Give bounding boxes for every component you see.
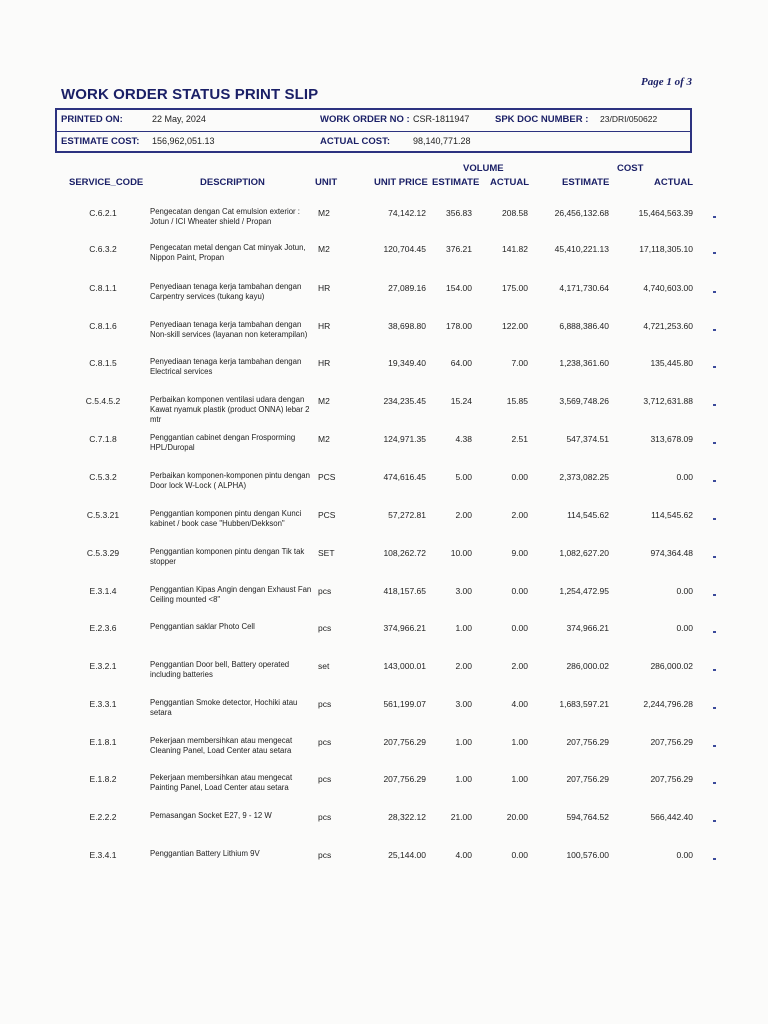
- row-unit-price: 25,144.00: [388, 850, 426, 860]
- page-indicator: Page 1 of 3: [641, 76, 693, 88]
- row-cost-actual: 135,445.80: [650, 358, 693, 368]
- table-row: [0, 472, 768, 512]
- row-cost-estimate: 207,756.29: [566, 737, 609, 747]
- row-unit-price: 207,756.29: [383, 737, 426, 747]
- row-unit-price: 124,971.35: [383, 434, 426, 444]
- row-description: Penggantian cabinet dengan Frosporming HPL/Duropal: [150, 433, 296, 452]
- row-cost-estimate: 3,569,748.26: [559, 396, 609, 406]
- row-unit: SET: [318, 548, 335, 558]
- scan-mark: [713, 745, 716, 747]
- estimate-cost-label: ESTIMATE COST:: [61, 136, 140, 147]
- row-cost-actual: 4,721,253.60: [643, 321, 693, 331]
- row-cost-estimate: 1,254,472.95: [559, 586, 609, 596]
- row-description: Penggantian Kipas Angin dengan Exhaust Fan Ceiling mounted <8": [150, 585, 312, 604]
- row-volume-actual: 15.85: [506, 396, 528, 406]
- scan-mark: [713, 669, 716, 671]
- row-volume-estimate: 1.00: [455, 737, 472, 747]
- row-description: Penggantian saklar Photo Cell: [150, 622, 255, 631]
- row-unit-price: 143,000.01: [383, 661, 426, 671]
- row-volume-actual: 1.00: [511, 774, 528, 784]
- row-service-code: E.3.2.1: [89, 661, 117, 671]
- row-cost-actual: 0.00: [676, 472, 693, 482]
- row-service-code: E.2.2.2: [89, 812, 117, 822]
- row-cost-actual: 207,756.29: [650, 774, 693, 784]
- row-unit: pcs: [318, 737, 332, 747]
- scan-mark: [713, 707, 716, 709]
- row-service-code: E.3.3.1: [89, 699, 117, 709]
- row-volume-estimate: 3.00: [455, 586, 472, 596]
- row-service-code: C.5.4.5.2: [85, 396, 121, 406]
- row-service-code: C.8.1.6: [89, 321, 117, 331]
- row-service-code: C.5.3.2: [89, 472, 117, 482]
- row-cost-estimate: 374,966.21: [566, 623, 609, 633]
- row-volume-estimate: 178.00: [446, 321, 472, 331]
- row-unit: pcs: [318, 774, 332, 784]
- row-cost-estimate: 100,576.00: [566, 850, 609, 860]
- row-unit-price: 207,756.29: [383, 774, 426, 784]
- row-description: Penggantian Door bell, Battery operated including batteries: [150, 660, 290, 679]
- scan-mark: [713, 820, 716, 822]
- row-unit: set: [318, 661, 330, 671]
- row-cost-estimate: 1,082,627.20: [559, 548, 609, 558]
- row-unit-price: 561,199.07: [383, 699, 426, 709]
- row-service-code: C.5.3.21: [86, 510, 120, 520]
- row-cost-actual: 4,740,603.00: [643, 283, 693, 293]
- row-cost-actual: 974,364.48: [650, 548, 693, 558]
- row-service-code: E.2.3.6: [89, 623, 117, 633]
- row-service-code: C.6.3.2: [89, 244, 117, 254]
- row-cost-estimate: 26,456,132.68: [554, 208, 609, 218]
- scan-mark: [713, 291, 716, 293]
- row-service-code: E.3.1.4: [89, 586, 117, 596]
- row-unit: M2: [318, 208, 330, 218]
- row-volume-estimate: 2.00: [455, 661, 472, 671]
- row-volume-actual: 1.00: [511, 737, 528, 747]
- cost-group-header: COST: [617, 163, 644, 174]
- col-unit: UNIT: [315, 177, 338, 188]
- work-order-value: CSR-1811947: [413, 114, 470, 124]
- row-unit-price: 374,966.21: [383, 623, 426, 633]
- row-service-code: C.7.1.8: [89, 434, 117, 444]
- row-cost-actual: 2,244,796.28: [643, 699, 693, 709]
- scan-mark: [713, 782, 716, 784]
- row-volume-estimate: 21.00: [450, 812, 472, 822]
- row-description: Perbaikan komponen-komponen pintu dengan Door lock W-Lock ( ALPHA): [150, 471, 310, 490]
- row-cost-estimate: 6,888,386.40: [559, 321, 609, 331]
- scan-mark: [713, 518, 716, 520]
- row-volume-estimate: 356.83: [446, 208, 472, 218]
- row-cost-actual: 566,442.40: [650, 812, 693, 822]
- row-volume-estimate: 1.00: [455, 623, 472, 633]
- row-unit-price: 120,704.45: [383, 244, 426, 254]
- row-cost-estimate: 4,171,730.64: [559, 283, 609, 293]
- row-volume-actual: 0.00: [511, 623, 528, 633]
- row-volume-actual: 122.00: [502, 321, 528, 331]
- scan-mark: [713, 404, 716, 406]
- row-cost-estimate: 1,683,597.21: [559, 699, 609, 709]
- row-description: Penggantian Battery Lithium 9V: [150, 849, 260, 858]
- table-row: [0, 699, 768, 739]
- row-description: Perbaikan komponen ventilasi udara dengan Kawat nyamuk plastik (product ONNA) lebar 2 mtr: [150, 395, 310, 424]
- row-volume-estimate: 4.38: [455, 434, 472, 444]
- row-volume-actual: 0.00: [511, 586, 528, 596]
- row-volume-estimate: 376.21: [446, 244, 472, 254]
- scan-mark: [713, 480, 716, 482]
- row-description: Pengecatan dengan Cat emulsion exterior : Jotun / ICI Wheater shield / Propan: [150, 207, 300, 226]
- row-volume-actual: 0.00: [511, 472, 528, 482]
- row-cost-actual: 0.00: [676, 623, 693, 633]
- row-volume-actual: 175.00: [502, 283, 528, 293]
- table-row: [0, 812, 768, 852]
- row-unit: pcs: [318, 623, 332, 633]
- row-description: Penyediaan tenaga kerja tambahan dengan Electrical services: [150, 357, 302, 376]
- row-unit: HR: [318, 321, 331, 331]
- row-unit-price: 74,142.12: [388, 208, 426, 218]
- scan-mark: [713, 252, 716, 254]
- row-volume-estimate: 2.00: [455, 510, 472, 520]
- row-description: Penyediaan tenaga kerja tambahan dengan Carpentry services (tukang kayu): [150, 282, 302, 301]
- row-volume-actual: 208.58: [502, 208, 528, 218]
- row-description: Pekerjaan membersihkan atau mengecat Painting Panel, Load Center atau setara: [150, 773, 293, 792]
- actual-cost-value: 98,140,771.28: [413, 136, 471, 146]
- row-cost-actual: 114,545.62: [651, 510, 693, 520]
- row-cost-estimate: 547,374.51: [566, 434, 609, 444]
- row-volume-actual: 141.82: [502, 244, 528, 254]
- table-row: [0, 358, 768, 398]
- row-cost-actual: 207,756.29: [650, 737, 693, 747]
- col-service-code: SERVICE_CODE: [69, 177, 144, 188]
- row-unit-price: 108,262.72: [383, 548, 426, 558]
- row-service-code: C.6.2.1: [89, 208, 117, 218]
- row-volume-actual: 2.00: [511, 661, 528, 671]
- scan-mark: [713, 329, 716, 331]
- scan-mark: [713, 858, 716, 860]
- row-unit: pcs: [318, 812, 332, 822]
- printed-on-value: 22 May, 2024: [152, 114, 206, 124]
- row-description: Pemasangan Socket E27, 9 - 12 W: [150, 811, 272, 820]
- row-unit-price: 38,698.80: [388, 321, 426, 331]
- spk-value: 23/DRI/050622: [600, 114, 658, 124]
- row-cost-actual: 286,000.02: [650, 661, 693, 671]
- document-title: WORK ORDER STATUS PRINT SLIP: [61, 86, 319, 103]
- table-row: [0, 548, 768, 588]
- row-unit: HR: [318, 358, 331, 368]
- row-volume-estimate: 64.00: [450, 358, 472, 368]
- row-service-code: E.1.8.2: [89, 774, 117, 784]
- row-volume-actual: 4.00: [511, 699, 528, 709]
- row-unit-price: 27,089.16: [388, 283, 426, 293]
- row-service-code: C.8.1.1: [89, 283, 117, 293]
- row-cost-actual: 0.00: [676, 586, 693, 596]
- table-row: [0, 321, 768, 361]
- table-row: [0, 623, 768, 663]
- row-cost-estimate: 594,764.52: [566, 812, 609, 822]
- row-description: Penyediaan tenaga kerja tambahan dengan Non-skill services (layanan non keterampilan): [150, 320, 308, 339]
- row-description: Penggantian komponen pintu dengan Tik tak stopper: [150, 547, 305, 566]
- row-unit: M2: [318, 434, 330, 444]
- row-unit: M2: [318, 396, 330, 406]
- row-volume-actual: 9.00: [511, 548, 528, 558]
- row-unit-price: 474,616.45: [383, 472, 426, 482]
- table-row: [0, 510, 768, 550]
- row-unit: HR: [318, 283, 331, 293]
- row-unit: PCS: [318, 510, 336, 520]
- table-row: [0, 774, 768, 814]
- col-unit-price: UNIT PRICE: [374, 177, 428, 188]
- row-description: Penggantian Smoke detector, Hochiki atau setara: [150, 698, 298, 717]
- row-volume-estimate: 4.00: [455, 850, 472, 860]
- spk-label: SPK DOC NUMBER :: [495, 114, 589, 125]
- row-cost-estimate: 1,238,361.60: [559, 358, 609, 368]
- col-cost-estimate: ESTIMATE: [562, 177, 610, 188]
- row-volume-estimate: 1.00: [455, 774, 472, 784]
- scan-mark: [713, 366, 716, 368]
- row-unit-price: 19,349.40: [388, 358, 426, 368]
- scan-mark: [713, 594, 716, 596]
- row-unit-price: 28,322.12: [388, 812, 426, 822]
- row-unit: M2: [318, 244, 330, 254]
- row-description: Pekerjaan membersihkan atau mengecat Cleaning Panel, Load Center atau setara: [150, 736, 293, 755]
- col-volume-actual: ACTUAL: [490, 177, 530, 188]
- col-volume-estimate: ESTIMATE: [432, 177, 480, 188]
- table-row: [0, 586, 768, 626]
- row-unit-price: 57,272.81: [388, 510, 426, 520]
- printed-on-label: PRINTED ON:: [61, 114, 123, 125]
- col-cost-actual: ACTUAL: [654, 177, 694, 188]
- row-cost-actual: 0.00: [676, 850, 693, 860]
- row-cost-estimate: 207,756.29: [566, 774, 609, 784]
- row-description: Penggantian komponen pintu dengan Kunci kabinet / book case "Hubben/Dekkson": [150, 509, 302, 528]
- scan-mark: [713, 442, 716, 444]
- row-volume-actual: 7.00: [511, 358, 528, 368]
- table-row: [0, 208, 768, 248]
- table-row: [0, 396, 768, 436]
- row-unit-price: 234,235.45: [383, 396, 426, 406]
- row-volume-estimate: 5.00: [455, 472, 472, 482]
- row-unit: pcs: [318, 586, 332, 596]
- table-row: [0, 661, 768, 701]
- row-description: Pengecatan metal dengan Cat minyak Jotun, Nippon Paint, Propan: [150, 243, 306, 262]
- work-order-label: WORK ORDER NO :: [320, 114, 410, 125]
- row-volume-estimate: 10.00: [450, 548, 472, 558]
- row-unit: PCS: [318, 472, 336, 482]
- row-cost-actual: 313,678.09: [650, 434, 693, 444]
- table-row: [0, 283, 768, 323]
- row-service-code: E.3.4.1: [89, 850, 117, 860]
- row-unit-price: 418,157.65: [383, 586, 426, 596]
- header-divider: [57, 131, 690, 132]
- row-volume-actual: 2.51: [511, 434, 528, 444]
- row-volume-actual: 20.00: [506, 812, 528, 822]
- row-volume-estimate: 154.00: [446, 283, 472, 293]
- row-cost-actual: 15,464,563.39: [638, 208, 693, 218]
- row-cost-estimate: 2,373,082.25: [559, 472, 609, 482]
- table-row: [0, 737, 768, 777]
- row-cost-actual: 17,118,305.10: [639, 244, 693, 254]
- row-volume-estimate: 15.24: [450, 396, 472, 406]
- row-unit: pcs: [318, 699, 332, 709]
- table-row: [0, 434, 768, 474]
- actual-cost-label: ACTUAL COST:: [320, 136, 391, 147]
- row-cost-actual: 3,712,631.88: [643, 396, 693, 406]
- col-description: DESCRIPTION: [200, 177, 265, 188]
- row-service-code: C.8.1.5: [89, 358, 117, 368]
- row-service-code: C.5.3.29: [86, 548, 120, 558]
- volume-group-header: VOLUME: [463, 163, 504, 174]
- scan-mark: [713, 631, 716, 633]
- row-service-code: E.1.8.1: [89, 737, 117, 747]
- scan-mark: [713, 216, 716, 218]
- table-row: [0, 850, 768, 890]
- row-unit: pcs: [318, 850, 332, 860]
- row-volume-actual: 0.00: [511, 850, 528, 860]
- row-volume-estimate: 3.00: [455, 699, 472, 709]
- row-cost-estimate: 114,545.62: [567, 510, 609, 520]
- row-cost-estimate: 286,000.02: [566, 661, 609, 671]
- row-cost-estimate: 45,410,221.13: [554, 244, 609, 254]
- estimate-cost-value: 156,962,051.13: [152, 136, 215, 146]
- table-row: [0, 244, 768, 284]
- scan-mark: [713, 556, 716, 558]
- row-volume-actual: 2.00: [511, 510, 528, 520]
